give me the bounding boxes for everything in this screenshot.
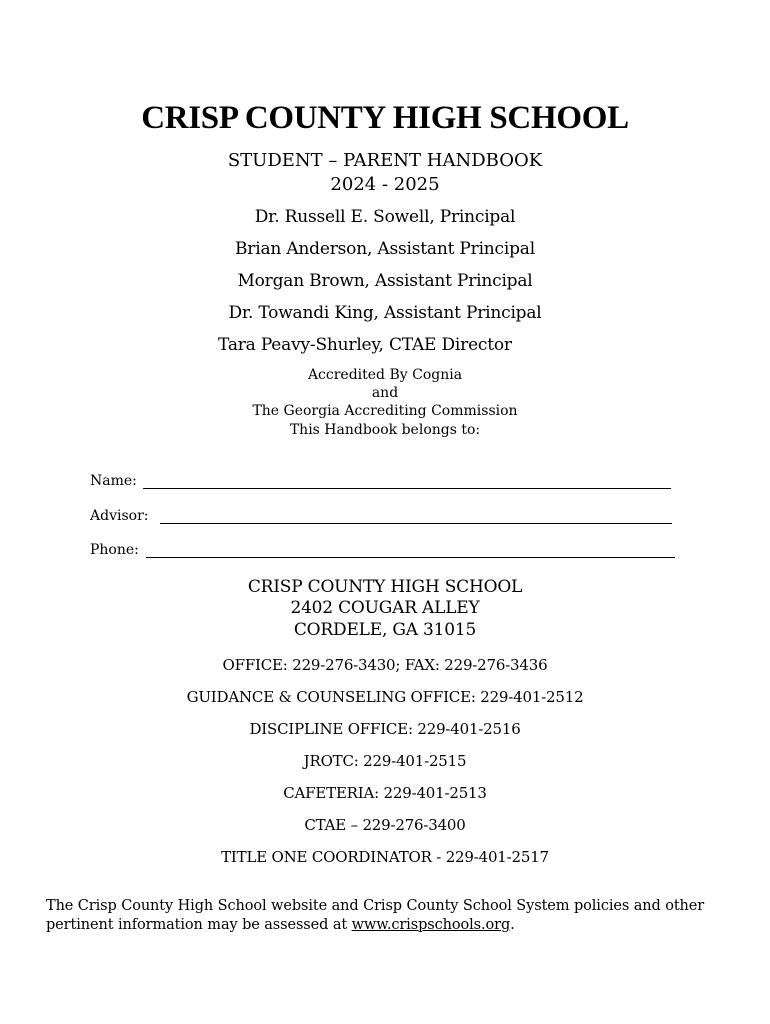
address-city: CORDELE, GA 31015: [293, 620, 477, 640]
school-title: CRISP COUNTY HIGH SCHOOL: [141, 100, 629, 136]
name-label: Name:: [90, 473, 137, 489]
advisor-field: [90, 507, 148, 525]
website-link[interactable]: www.crispschools.org: [351, 917, 511, 933]
staff-assistant-principal-2: Morgan Brown, Assistant Principal: [237, 271, 533, 291]
contact-cafeteria: CAFETERIA: 229-401-2513: [283, 784, 487, 802]
staff-assistant-principal-1: Brian Anderson, Assistant Principal: [235, 239, 535, 259]
staff-assistant-principal-3: Dr. Towandi King, Assistant Principal: [228, 303, 542, 323]
name-blank-line[interactable]: [143, 488, 671, 489]
contact-discipline: DISCIPLINE OFFICE: 229-401-2516: [249, 720, 521, 738]
footer-note: [46, 897, 746, 935]
advisor-label: Advisor:: [90, 508, 149, 524]
accreditation-and: and: [371, 385, 399, 401]
accreditation-line: Accredited By Cognia: [307, 367, 463, 383]
phone-blank-line[interactable]: [146, 557, 675, 558]
address-school-name: CRISP COUNTY HIGH SCHOOL: [247, 577, 523, 597]
contact-guidance: GUIDANCE & COUNSELING OFFICE: 229-401-2512: [186, 688, 584, 706]
school-year: 2024 - 2025: [330, 174, 440, 195]
phone-field: [90, 541, 139, 559]
handbook-title: STUDENT – PARENT HANDBOOK: [227, 150, 543, 171]
contact-jrotc: JROTC: 229-401-2515: [303, 752, 467, 770]
accreditation-commission: The Georgia Accrediting Commission: [252, 403, 518, 419]
contact-ctae: CTAE – 229-276-3400: [304, 816, 466, 834]
footer-period: .: [510, 917, 515, 933]
advisor-blank-line[interactable]: [160, 523, 672, 524]
staff-principal: Dr. Russell E. Sowell, Principal: [254, 207, 516, 227]
staff-ctae-director: Tara Peavy-Shurley, CTAE Director: [218, 335, 512, 355]
phone-label: Phone:: [90, 542, 139, 558]
contact-title-one: TITLE ONE COORDINATOR - 229-401-2517: [221, 848, 549, 866]
handbook-owner-label: This Handbook belongs to:: [289, 422, 481, 438]
footer-text: The Crisp County High School website and Crisp County School System policies and other pertinent information may be assessed at: [46, 898, 705, 933]
name-field: [90, 472, 137, 490]
address-street: 2402 COUGAR ALLEY: [290, 598, 480, 618]
contact-office: OFFICE: 229-276-3430; FAX: 229-276-3436: [222, 656, 548, 674]
